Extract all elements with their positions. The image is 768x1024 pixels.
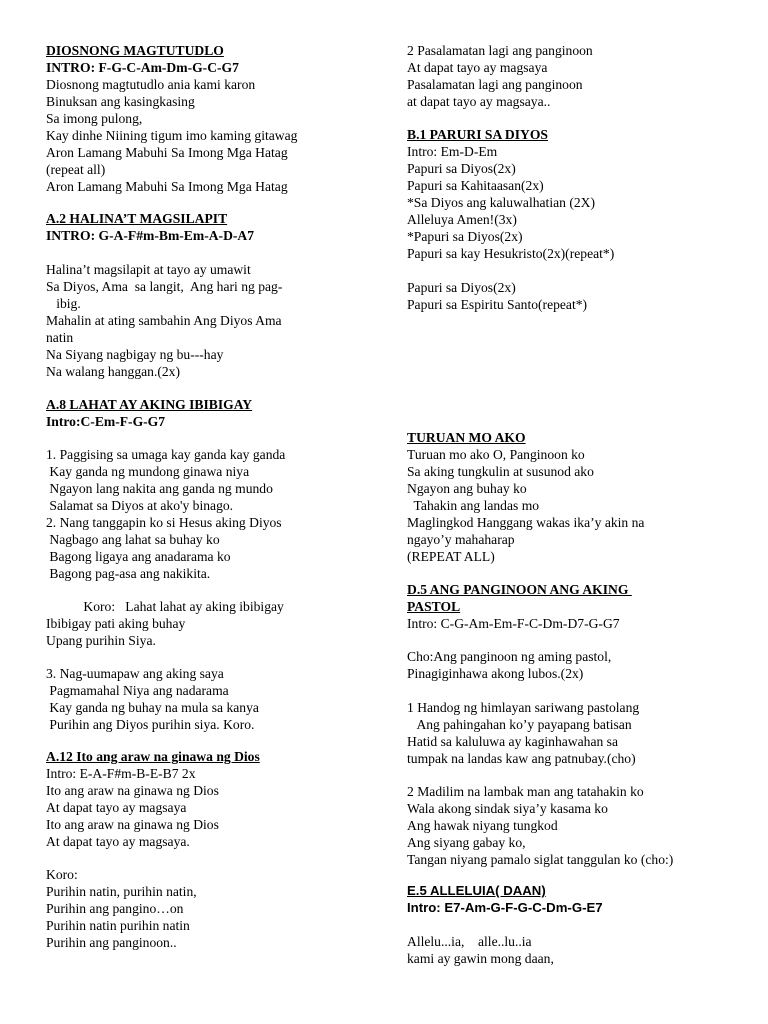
lyric-line: at dapat tayo ay magsaya.. <box>407 94 551 109</box>
lyric-line: Na walang hanggan.(2x) <box>46 364 180 379</box>
lyric-line: Halina’t magsilapit at tayo ay umawit <box>46 262 251 277</box>
lyric-line: Ito ang araw na ginawa ng Dios <box>46 783 219 798</box>
lyric-line: Purihin natin, purihin natin, <box>46 884 197 899</box>
lyric-line: At dapat tayo ay magsaya <box>46 800 187 815</box>
lyric-line: Aron Lamang Mabuhi Sa Imong Mga Hatag <box>46 179 288 194</box>
lyric-line: Sa imong pulong, <box>46 111 143 126</box>
lyric-line: Kay ganda ng buhay na mula sa kanya <box>46 700 259 715</box>
lyric-line: Papuri sa Espiritu Santo(repeat*) <box>407 297 588 312</box>
lyric-line: ibig. <box>46 296 81 311</box>
lyric-line: Ito ang araw na ginawa ng Dios <box>46 817 219 832</box>
lyric-line: Pinagiginhawa akong lubos.(2x) <box>407 666 584 681</box>
song-heading-line: B.1 PARURI SA DIYOS <box>407 127 548 142</box>
lyric-line: Kay ganda ng mundong ginawa niya <box>46 464 250 479</box>
lyric-line: 1 Handog ng himlayan sariwang pastolang <box>407 700 640 715</box>
lyric-line: 2. Nang tanggapin ko si Hesus aking Diyos <box>46 515 282 530</box>
lyric-line: Papuri sa kay Hesukristo(2x)(repeat*) <box>407 246 615 261</box>
lyric-line: Intro: C-G-Am-Em-F-C-Dm-D7-G-G7 <box>407 616 620 631</box>
lyric-line: Papuri sa Diyos(2x) <box>407 161 516 176</box>
lyric-line: Papuri sa Kahitaasan(2x) <box>407 178 544 193</box>
lyric-line: Nagbago ang lahat sa buhay ko <box>46 532 220 547</box>
lyric-line: Intro: E-A-F#m-B-E-B7 2x <box>46 766 196 781</box>
lyric-line: tumpak na landas kaw ang patnubay.(cho) <box>407 751 636 766</box>
song-heading-line: A.12 Ito ang araw na ginawa ng Dios <box>46 749 260 764</box>
lyric-line: Allelu...ia, alle..lu..ia <box>407 934 532 949</box>
lyric-line: 1. Paggising sa umaga kay ganda kay ganda <box>46 447 286 462</box>
lyric-line: natin <box>46 330 74 345</box>
song-heading-line: Intro: E7-Am-G-F-G-C-Dm-G-E7 <box>407 900 603 915</box>
lyric-line: Purihin ang pangino…on <box>46 901 184 916</box>
song-heading-line: E.5 ALLELUIA( DAAN) <box>407 883 546 898</box>
lyric-line: Ngayon lang nakita ang ganda ng mundo <box>46 481 273 496</box>
lyric-line: (REPEAT ALL) <box>407 549 495 564</box>
lyric-line: Papuri sa Diyos(2x) <box>407 280 516 295</box>
song-heading-line: A.2 HALINA’T MAGSILAPIT <box>46 211 228 226</box>
lyric-line: Pagmamahal Niya ang nadarama <box>46 683 229 698</box>
lyric-line: 2 Madilim na lambak man ang tatahakin ko <box>407 784 644 799</box>
lyric-line: Ang hawak niyang tungkod <box>407 818 558 833</box>
song-heading-line: INTRO: G-A-F#m-Bm-Em-A-D-A7 <box>46 228 255 243</box>
lyric-line: Bagong pag-asa ang nakikita. <box>46 566 211 581</box>
lyric-line: Bagong ligaya ang anadarama ko <box>46 549 231 564</box>
lyric-line: Ang pahingahan ko’y payapang batisan <box>407 717 632 732</box>
lyric-line: Koro: Lahat lahat ay aking ibibigay <box>46 599 284 614</box>
lyric-line: Diosnong magtutudlo ania kami karon <box>46 77 256 92</box>
lyric-line: Na Siyang nagbigay ng bu---hay <box>46 347 224 362</box>
lyric-line: Sa aking tungkulin at susunod ako <box>407 464 594 479</box>
lyric-line: Ngayon ang buhay ko <box>407 481 527 496</box>
lyric-line: Cho:Ang panginoon ng aming pastol, <box>407 649 612 664</box>
lyric-line: 2 Pasalamatan lagi ang panginoon <box>407 43 593 58</box>
lyric-line: Wala akong sindak siya’y kasama ko <box>407 801 608 816</box>
lyric-line: Tangan niyang pamalo siglat tanggulan ko (cho:) <box>407 852 674 867</box>
lyric-line: Ibibigay pati aking buhay <box>46 616 186 631</box>
lyric-line: Purihin ang panginoon.. <box>46 935 177 950</box>
lyric-line: Pasalamatan lagi ang panginoon <box>407 77 583 92</box>
lyric-line: Kay dinhe Niining tigum imo kaming gitawag <box>46 128 298 143</box>
lyric-line: Koro: <box>46 867 78 882</box>
lyric-line: Intro: Em-D-Em <box>407 144 498 159</box>
lyric-line: Ang siyang gabay ko, <box>407 835 526 850</box>
lyric-line: *Sa Diyos ang kaluwalhatian (2X) <box>407 195 596 210</box>
lyric-line: (repeat all) <box>46 162 106 177</box>
lyric-line: Mahalin at ating sambahin Ang Diyos Ama <box>46 313 282 328</box>
lyric-line: Hatid sa kaluluwa ay kaginhawahan sa <box>407 734 619 749</box>
song-heading-line: INTRO: F-G-C-Am-Dm-G-C-G7 <box>46 60 239 75</box>
lyric-line: Maglingkod Hanggang wakas ika’y akin na <box>407 515 645 530</box>
song-heading-line: TURUAN MO AKO <box>407 430 526 445</box>
lyric-line: Alleluya Amen!(3x) <box>407 212 517 227</box>
song-heading-line: D.5 ANG PANGINOON ANG AKING <box>407 582 632 597</box>
lyric-line: Purihin natin purihin natin <box>46 918 190 933</box>
lyric-line: kami ay gawin mong daan, <box>407 951 554 966</box>
lyric-line: 3. Nag-uumapaw ang aking saya <box>46 666 224 681</box>
song-heading-line: PASTOL <box>407 599 461 614</box>
song-heading-line: DIOSNONG MAGTUTUDLO <box>46 43 224 58</box>
lyric-line: Aron Lamang Mabuhi Sa Imong Mga Hatag <box>46 145 288 160</box>
lyric-line: At dapat tayo ay magsaya <box>407 60 548 75</box>
lyric-line: Sa Diyos, Ama sa langit, Ang hari ng pag- <box>46 279 283 294</box>
lyric-line: *Papuri sa Diyos(2x) <box>407 229 523 244</box>
lyric-line: Upang purihin Siya. <box>46 633 156 648</box>
lyric-line: ngayo’y mahaharap <box>407 532 515 547</box>
lyric-line: Tahakin ang landas mo <box>407 498 540 513</box>
lyric-line: Purihin ang Diyos purihin siya. Koro. <box>46 717 255 732</box>
lyric-line: Salamat sa Diyos at ako'y binago. <box>46 498 234 513</box>
lyric-line: At dapat tayo ay magsaya. <box>46 834 190 849</box>
song-heading-line: Intro:C-Em-F-G-G7 <box>46 414 166 429</box>
song-heading-line: A.8 LAHAT AY AKING IBIBIGAY <box>46 397 253 412</box>
lyric-line: Turuan mo ako O, Panginoon ko <box>407 447 585 462</box>
lyric-line: Binuksan ang kasingkasing <box>46 94 195 109</box>
